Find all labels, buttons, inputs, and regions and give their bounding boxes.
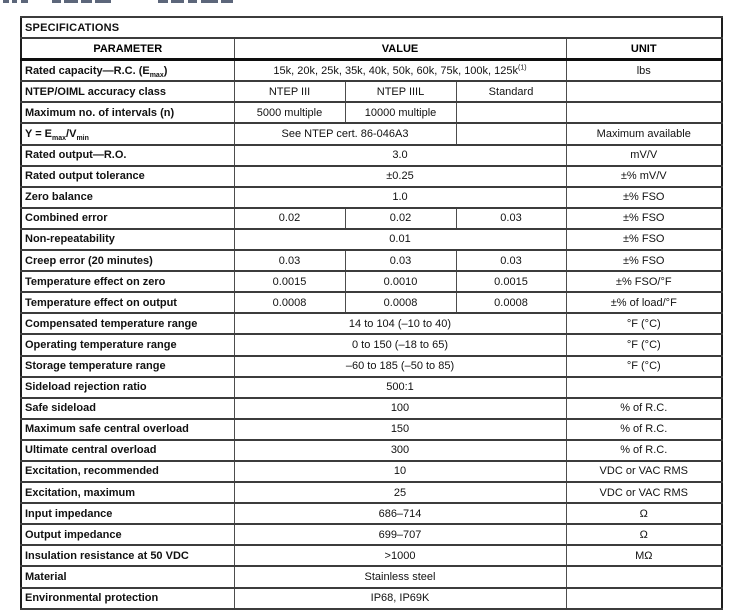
parameter-cell: Excitation, maximum [21,482,234,503]
unit-cell: ±% FSO [566,250,722,271]
table-row [21,81,722,102]
column-header-parameter: PARAMETER [21,38,234,60]
column-header-row [21,38,722,60]
parameter-cell: Environmental protection [21,588,234,609]
parameter-cell: Material [21,566,234,587]
value-cell: See NTEP cert. 86-046A3 [234,123,456,144]
value-cell: –60 to 185 (–50 to 85) [234,356,566,377]
table-row [21,356,722,377]
parameter-cell: Output impedance [21,524,234,545]
unit-cell: VDC or VAC RMS [566,461,722,482]
parameter-cell: Temperature effect on output [21,292,234,313]
unit-cell: Maximum available [566,123,722,144]
table-row [21,334,722,355]
table-row [21,250,722,271]
unit-cell: MΩ [566,545,722,566]
table-row [21,123,722,144]
value-cell: 0.0008 [234,292,345,313]
value-cell: ±0.25 [234,166,566,187]
value-cell: 100 [234,398,566,419]
table-row [21,377,722,398]
table-row [21,313,722,334]
unit-cell: ±% FSO [566,229,722,250]
value-cell: 14 to 104 (–10 to 40) [234,313,566,334]
value-cell: NTEP III [234,81,345,102]
parameter-cell: Rated capacity—R.C. $(E_{max})$ [21,60,234,82]
unit-cell [566,102,722,123]
unit-cell: °F (°C) [566,313,722,334]
parameter-cell: Rated output tolerance [21,166,234,187]
table-row [21,566,722,587]
table-row [21,187,722,208]
unit-cell: % of R.C. [566,419,722,440]
parameter-cell: Excitation, recommended [21,461,234,482]
unit-cell: lbs [566,60,722,82]
parameter-cell: Non-repeatability [21,229,234,250]
parameter-cell: Maximum safe central overload [21,419,234,440]
parameter-cell: Zero balance [21,187,234,208]
value-cell: Standard [456,81,566,102]
unit-cell: °F (°C) [566,334,722,355]
value-cell: 0.01 [234,229,566,250]
value-cell: 0.03 [456,208,566,229]
table-row [21,292,722,313]
unit-cell: VDC or VAC RMS [566,482,722,503]
table-row [21,208,722,229]
value-cell: 0.0015 [234,271,345,292]
parameter-cell: Creep error (20 minutes) [21,250,234,271]
unit-cell: ±% of load/°F [566,292,722,313]
column-header-value: VALUE [234,38,566,60]
parameter-cell: Ultimate central overload [21,440,234,461]
table-row [21,229,722,250]
unit-cell: Ω [566,524,722,545]
unit-cell: % of R.C. [566,398,722,419]
parameter-cell: Combined error [21,208,234,229]
value-cell: 686–714 [234,503,566,524]
unit-cell: ±% FSO [566,187,722,208]
table-row [21,166,722,187]
table-row [21,524,722,545]
unit-cell: ±% FSO [566,208,722,229]
table-row [21,419,722,440]
unit-cell: °F (°C) [566,356,722,377]
parameter-cell: Sideload rejection ratio [21,377,234,398]
value-cell: Stainless steel [234,566,566,587]
parameter-cell: NTEP/OIML accuracy class [21,81,234,102]
unit-cell: mV/V [566,145,722,166]
unit-cell: Ω [566,503,722,524]
value-cell: 0.03 [345,250,456,271]
table-row [21,398,722,419]
parameter-cell: Rated output—R.O. [21,145,234,166]
value-cell: 0.0010 [345,271,456,292]
value-cell: 15k, 20k, 25k, 35k, 40k, 50k, 60k, 75k, 100k, $125k^{(1)}$ [234,60,566,82]
table-row [21,482,722,503]
value-cell: 1.0 [234,187,566,208]
unit-cell [566,81,722,102]
unit-cell [566,588,722,609]
table-title: SPECIFICATIONS [21,17,722,38]
table-row [21,145,722,166]
value-cell: 0.03 [456,250,566,271]
value-cell: 0.03 [234,250,345,271]
value-cell: 10 [234,461,566,482]
value-cell: 5000 multiple [234,102,345,123]
parameter-cell: Compensated temperature range [21,313,234,334]
parameter-cell: Maximum no. of intervals (n) [21,102,234,123]
value-cell: 0 to 150 (–18 to 65) [234,334,566,355]
specifications-table [20,16,723,610]
value-cell: 300 [234,440,566,461]
value-cell: 150 [234,419,566,440]
value-cell: 0.0015 [456,271,566,292]
parameter-cell: Temperature effect on zero [21,271,234,292]
value-cell [456,102,566,123]
parameter-cell: Storage temperature range [21,356,234,377]
table-title-row [21,17,722,38]
table-row [21,545,722,566]
unit-cell: ±% mV/V [566,166,722,187]
value-cell: 0.02 [234,208,345,229]
clipped-text-fragment [0,0,730,5]
parameter-cell: $Y = E_{max}/V_{min}$ [21,123,234,144]
value-cell: 0.02 [345,208,456,229]
value-cell: NTEP IIIL [345,81,456,102]
value-cell: 3.0 [234,145,566,166]
value-cell [456,123,566,144]
table-row [21,102,722,123]
value-cell: 10000 multiple [345,102,456,123]
value-cell: IP68, IP69K [234,588,566,609]
parameter-cell: Safe sideload [21,398,234,419]
value-cell: 0.0008 [456,292,566,313]
column-header-unit: UNIT [566,38,722,60]
table-row [21,588,722,609]
parameter-cell: Operating temperature range [21,334,234,355]
value-cell: 0.0008 [345,292,456,313]
value-cell: 699–707 [234,524,566,545]
value-cell: >1000 [234,545,566,566]
value-cell: 25 [234,482,566,503]
table-row [21,440,722,461]
parameter-cell: Insulation resistance at 50 VDC [21,545,234,566]
unit-cell: % of R.C. [566,440,722,461]
table-row [21,461,722,482]
table-row [21,503,722,524]
table-row [21,60,722,82]
unit-cell [566,377,722,398]
unit-cell [566,566,722,587]
unit-cell: ±% FSO/°F [566,271,722,292]
value-cell: 500:1 [234,377,566,398]
table-row [21,271,722,292]
parameter-cell: Input impedance [21,503,234,524]
